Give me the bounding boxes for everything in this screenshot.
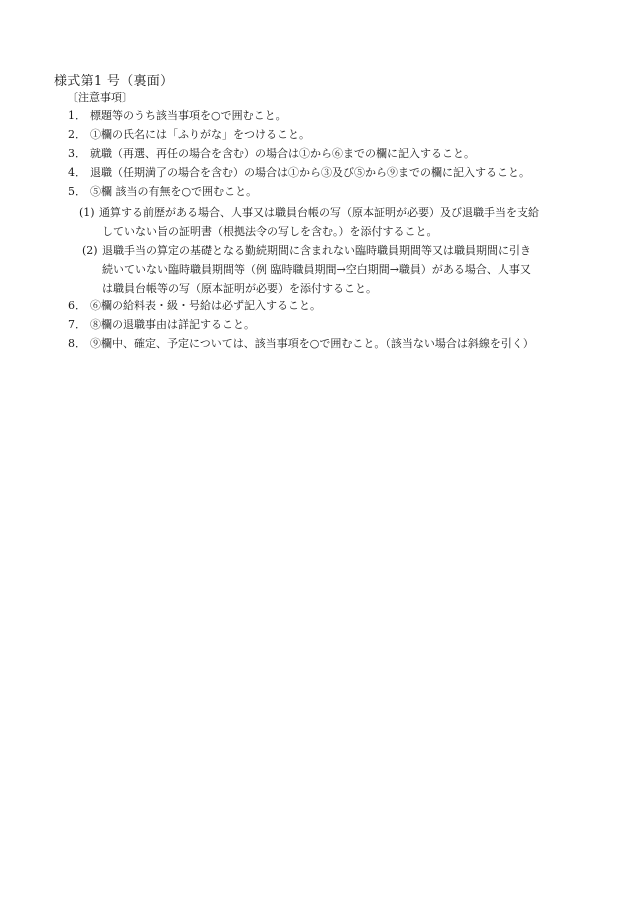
note-item-3 [68, 144, 475, 163]
note-item-1 [68, 106, 287, 125]
note-text: ⑨欄中、確定、予定については、該当事項を○で囲むこと。（該当ない場合は斜線を引く） [90, 337, 534, 350]
sub-item-1-line-1 [79, 203, 539, 222]
sub-item-text: 通算する前歴がある場合、人事又は職員台帳の写（原本証明が必要）及び退職手当を支給 [99, 206, 539, 219]
note-item-6 [68, 296, 321, 315]
note-number: 8． [68, 337, 86, 350]
note-text: ⑥欄の給料表・級・号給は必ず記入すること。 [90, 299, 321, 312]
note-text: 標題等のうち該当事項を○で囲むこと。 [90, 109, 287, 122]
note-number: 1． [68, 109, 86, 122]
note-number: 6． [68, 299, 86, 312]
note-number: 7． [68, 318, 86, 331]
note-text: ①欄の氏名には「ふりがな」をつけること。 [90, 128, 310, 141]
form-title: 様式第1 号（裏面） [54, 74, 174, 89]
note-number: 5． [68, 185, 86, 198]
note-item-5 [68, 182, 257, 201]
sub-item-text: 続いていない臨時職員期間等（例 臨時職員期間→空白期間→職員）がある場合、人事又 [102, 263, 531, 276]
sub-item-text: していない旨の証明書（根拠法令の写しを含む。）を添付すること。 [102, 225, 438, 238]
note-text: 退職（任期満了の場合を含む）の場合は①から③及び⑤から⑨までの欄に記入すること。 [90, 166, 530, 179]
note-item-2 [68, 125, 310, 144]
note-item-4 [68, 163, 530, 182]
note-text: ⑤欄 該当の有無を○で囲むこと。 [90, 185, 258, 198]
note-number: 2． [68, 128, 86, 141]
sub-item-text: 退職手当の算定の基礎となる勤続期間に含まれない臨時職員期間等又は職員期間に引き [102, 244, 531, 257]
note-text: ⑧欄の退職事由は詳記すること。 [90, 318, 255, 331]
sub-item-number: (1) [79, 206, 95, 219]
sub-item-text: は職員台帳等の写（原本証明が必要）を添付すること。 [102, 282, 377, 295]
note-item-8 [68, 334, 534, 353]
sub-item-2-line-1 [82, 241, 531, 260]
note-text: 就職（再選、再任の場合を含む）の場合は①から⑥までの欄に記入すること。 [90, 147, 475, 160]
notes-heading: 〔注意事項〕 [67, 91, 133, 104]
sub-item-2-line-2 [102, 260, 531, 279]
note-item-7 [68, 315, 255, 334]
sub-item-1-line-2 [102, 222, 438, 241]
note-number: 4． [68, 166, 86, 179]
sub-item-number: (2) [82, 244, 98, 257]
note-number: 3． [68, 147, 86, 160]
